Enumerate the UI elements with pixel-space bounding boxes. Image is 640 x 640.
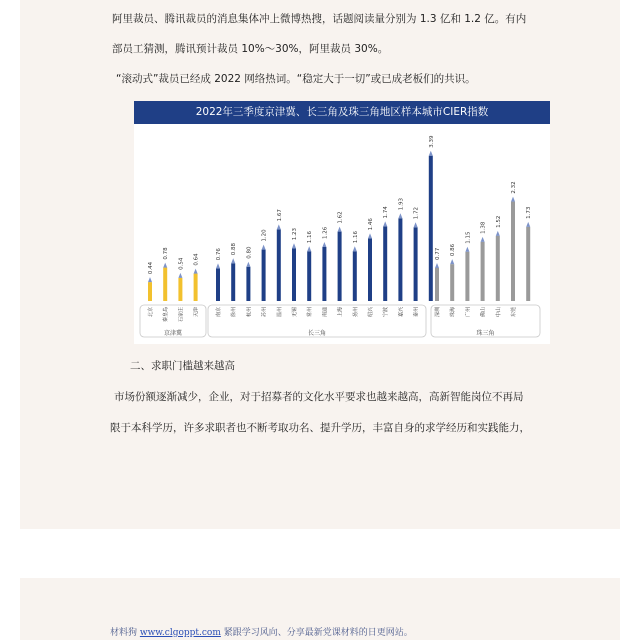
bar bbox=[398, 218, 402, 301]
document-page bbox=[20, 0, 620, 529]
tick-label: 广州 bbox=[465, 307, 472, 318]
tick-label: 北京 bbox=[148, 307, 154, 318]
data-label: 1.62 bbox=[337, 211, 344, 224]
body-line-2: 部员工猜测，腾讯预计裁员 10%～30%，阿里裁员 30%。 bbox=[112, 43, 389, 55]
tick-label: 深圳 bbox=[435, 307, 441, 318]
bar bbox=[368, 238, 372, 301]
data-label: 0.44 bbox=[148, 261, 154, 275]
tick-label: 南京 bbox=[216, 307, 222, 318]
data-label: 1.93 bbox=[398, 198, 405, 211]
bar bbox=[511, 202, 515, 301]
data-label: 1.23 bbox=[292, 228, 298, 241]
bar bbox=[178, 278, 182, 301]
bar bbox=[292, 248, 296, 301]
data-label: 1.72 bbox=[413, 207, 420, 220]
body-line-5: 限于本科学历，许多求职者也不断考取功名、提升学历，丰富自身的求学经历和实践能力， bbox=[110, 422, 530, 434]
tick-label: 天津 bbox=[193, 307, 200, 318]
bar bbox=[148, 282, 152, 301]
tick-label: 扬州 bbox=[352, 307, 359, 318]
bar bbox=[496, 236, 500, 301]
data-label: 1.16 bbox=[352, 231, 359, 244]
tick-label: 石家庄 bbox=[178, 307, 185, 323]
bar bbox=[231, 263, 235, 301]
tick-label: 温州 bbox=[276, 307, 283, 318]
data-label: 1.52 bbox=[495, 215, 502, 228]
bar bbox=[429, 156, 433, 301]
body-line-3: “滚动式”裁员已经成 2022 网络热词。“稳定大于一切”或已成老板们的共识。 bbox=[116, 73, 476, 85]
tick-label: 秦皇岛 bbox=[163, 307, 170, 323]
bar bbox=[526, 227, 530, 301]
tick-label: 泰州 bbox=[413, 307, 420, 318]
data-label: 1.73 bbox=[526, 206, 533, 219]
tick-label: 绍兴 bbox=[368, 307, 374, 318]
tick-label: 佛山 bbox=[480, 307, 487, 318]
bar bbox=[435, 268, 439, 301]
tick-label: 南通 bbox=[322, 307, 329, 318]
section-heading: 二、求职门槛越来越高 bbox=[130, 360, 235, 372]
group-label: 珠三角 bbox=[476, 330, 495, 337]
data-label: 1.74 bbox=[383, 206, 390, 219]
tick-label: 徐州 bbox=[231, 307, 238, 318]
data-label: 0.77 bbox=[435, 247, 441, 260]
bar bbox=[322, 247, 326, 301]
footer bbox=[110, 625, 413, 638]
footer-link[interactable]: www.clgoppt.com bbox=[139, 628, 221, 638]
data-label: 3.39 bbox=[428, 135, 435, 148]
data-label: 1.16 bbox=[307, 231, 314, 244]
data-label: 0.78 bbox=[163, 247, 170, 260]
group-label: 长三角 bbox=[307, 330, 327, 337]
bar bbox=[216, 268, 220, 301]
footer-suffix: 紧跟学习风向、分享最新党课材料的日更网站。 bbox=[223, 628, 413, 638]
data-label: 1.20 bbox=[261, 229, 268, 242]
bar bbox=[383, 226, 387, 301]
data-label: 0.88 bbox=[231, 243, 238, 256]
body-line-1: 阿里裁员、腾讯裁员的消息集体冲上微博热搜，话题阅读量分别为 1.3 亿和 1.2 亿。有内 bbox=[112, 13, 527, 25]
chart-canvas bbox=[134, 124, 550, 344]
tick-label: 无锡 bbox=[292, 307, 298, 318]
tick-label: 嘉兴 bbox=[398, 307, 405, 318]
footer-prefix: 材料狗 bbox=[110, 628, 138, 638]
tick-label: 中山 bbox=[495, 307, 502, 318]
bar bbox=[163, 268, 167, 301]
bar bbox=[277, 229, 281, 301]
tick-label: 宁波 bbox=[383, 307, 390, 318]
data-label: 0.86 bbox=[450, 243, 457, 257]
cier-chart bbox=[134, 101, 550, 344]
bar bbox=[338, 232, 342, 301]
data-label: 1.38 bbox=[480, 221, 487, 234]
data-label: 1.46 bbox=[368, 218, 374, 231]
data-label: 0.54 bbox=[178, 257, 185, 270]
data-label: 1.67 bbox=[276, 209, 283, 222]
bar bbox=[450, 264, 454, 301]
data-label: 0.76 bbox=[216, 248, 222, 261]
group-label: 京津冀 bbox=[163, 330, 183, 337]
data-label: 0.64 bbox=[193, 253, 200, 266]
tick-label: 上海 bbox=[337, 307, 344, 318]
tick-label: 常州 bbox=[307, 307, 314, 318]
bar bbox=[262, 250, 266, 301]
bar bbox=[246, 267, 250, 301]
data-label: 2.32 bbox=[511, 181, 517, 194]
bar bbox=[481, 242, 485, 301]
bar bbox=[307, 251, 311, 301]
tick-label: 东莞 bbox=[511, 307, 517, 318]
tick-label: 珠海 bbox=[450, 307, 457, 318]
chart-title: 2022年三季度京津冀、长三角及珠三角地区样本城市CIER指数 bbox=[134, 101, 550, 124]
bar bbox=[194, 274, 198, 301]
bar bbox=[465, 252, 469, 301]
bar bbox=[414, 227, 418, 301]
bar bbox=[353, 251, 357, 301]
data-label: 1.15 bbox=[465, 231, 472, 244]
tick-label: 苏州 bbox=[261, 307, 268, 318]
tick-label: 杭州 bbox=[246, 307, 253, 318]
data-label: 1.26 bbox=[322, 226, 329, 239]
body-line-4: 市场份额逐渐减少，企业，对于招募者的文化水平要求也越来越高，高新智能岗位不再局 bbox=[114, 391, 524, 403]
data-label: 0.80 bbox=[246, 246, 253, 259]
